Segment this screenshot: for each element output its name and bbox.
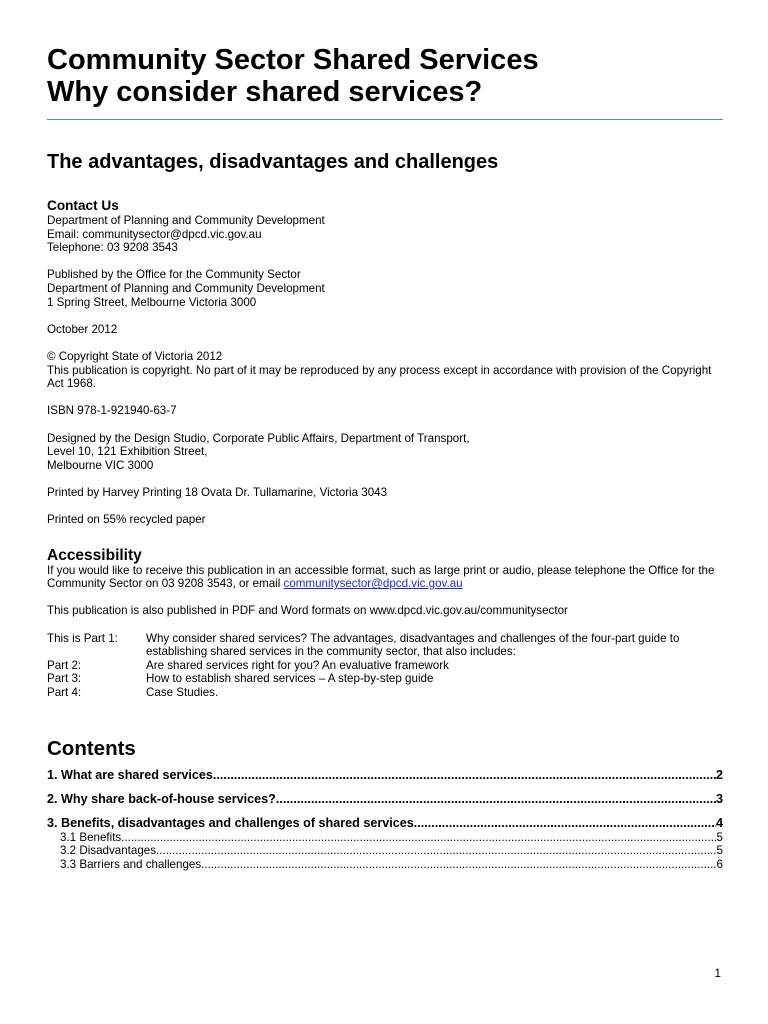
toc-entry-page: 4 xyxy=(715,815,723,830)
toc-entry[interactable] xyxy=(47,792,723,807)
part-label: This is Part 1: xyxy=(47,631,118,645)
table-of-contents xyxy=(47,768,723,872)
toc-subentry[interactable] xyxy=(47,844,723,858)
toc-entry[interactable] xyxy=(47,816,723,831)
toc-leader xyxy=(121,831,716,845)
printed-on: Printed on 55% recycled paper xyxy=(47,513,206,527)
toc-entry[interactable] xyxy=(47,768,723,783)
accessibility-text: If you would like to receive this publication in an accessible format, such as large print or audio, please telephone the Office for the Community Sector on 03 9208 3543, or email communitysector@dpcd.vic.gov.au xyxy=(47,563,715,591)
toc-leader xyxy=(414,816,716,831)
toc-subentry-title: 3.3 Barriers and challenges xyxy=(60,857,202,871)
document-page xyxy=(47,44,723,871)
part-label: Part 4: xyxy=(47,686,82,699)
contact-email: Email: communitysector@dpcd.vic.gov.au xyxy=(47,227,262,241)
published-line-3: 1 Spring Street, Melbourne Victoria 3000 xyxy=(47,295,257,309)
designed-line-3: Melbourne VIC 3000 xyxy=(47,458,154,472)
printed-by: Printed by Harvey Printing 18 Ovata Dr. Tullamarine, Victoria 3043 xyxy=(47,485,388,499)
toc-subentry-page: 6 xyxy=(716,857,723,871)
accessibility-email-link[interactable]: communitysector@dpcd.vic.gov.au xyxy=(283,577,463,591)
contents-heading: Contents xyxy=(47,736,136,760)
also-published: This publication is also published in PDF and Word formats on www.dpcd.vic.gov.au/communitysector xyxy=(47,604,568,618)
parts-list xyxy=(47,632,723,700)
contact-phone: Telephone: 03 9208 3543 xyxy=(47,241,178,255)
toc-entry-title: 3. Benefits, disadvantages and challenges of shared services xyxy=(47,815,414,830)
part-text: How to establish shared services – A step-by-step guide xyxy=(146,672,434,686)
title-divider xyxy=(47,119,723,120)
part-label: Part 3: xyxy=(47,672,82,686)
designed-line-1: Designed by the Design Studio, Corporate Public Affairs, Department of Transport, xyxy=(47,431,470,445)
toc-leader xyxy=(213,768,716,783)
toc-leader xyxy=(276,792,716,807)
accessibility-block xyxy=(47,564,723,700)
toc-entry-title: 2. Why share back-of-house services? xyxy=(47,791,276,806)
title-line-1: Community Sector Shared Services xyxy=(47,44,539,76)
designed-line-2: Level 10, 121 Exhibition Street, xyxy=(47,445,208,459)
toc-subentry-title: 3.2 Disadvantages xyxy=(60,844,157,858)
copyright-notice: This publication is copyright. No part of it may be reproduced by any process except in accordance with provision of the Copyright Act 1968. xyxy=(47,363,712,391)
toc-subentry-title: 3.1 Benefits xyxy=(60,830,122,844)
toc-leader xyxy=(156,844,717,858)
copyright-line: © Copyright State of Victoria 2012 xyxy=(47,349,223,363)
published-line-1: Published by the Office for the Community Sector xyxy=(47,268,301,282)
toc-entry-title: 1. What are shared services xyxy=(47,767,213,782)
isbn: ISBN 978-1-921940-63-7 xyxy=(47,404,177,418)
publication-date: October 2012 xyxy=(47,322,118,336)
contact-block xyxy=(47,214,723,527)
part-text: Are shared services right for you? An evaluative framework xyxy=(146,658,449,672)
toc-subentry-page: 5 xyxy=(716,830,723,844)
part-label: Part 2: xyxy=(47,658,82,672)
published-line-2: Department of Planning and Community Development xyxy=(47,281,325,295)
part-text: Why consider shared services? The advantages, disadvantages and challenges of the four-part guide to establishing shared services in the community sector, that also includes: xyxy=(146,631,680,659)
accessibility-heading: Accessibility xyxy=(47,546,142,564)
part-text: Case Studies. xyxy=(146,686,219,699)
contact-heading: Contact Us xyxy=(47,198,119,213)
document-title xyxy=(47,44,723,108)
toc-subentry-page: 5 xyxy=(716,844,723,858)
title-line-2: Why consider shared services? xyxy=(47,76,483,108)
document-subtitle: The advantages, disadvantages and challenges xyxy=(47,151,499,173)
toc-entry-page: 2 xyxy=(715,767,723,782)
toc-leader xyxy=(201,858,716,872)
toc-subentry[interactable] xyxy=(47,858,723,872)
toc-entry-page: 3 xyxy=(715,791,723,806)
toc-subentry[interactable] xyxy=(47,831,723,845)
page-number: 1 xyxy=(714,967,721,980)
contact-department: Department of Planning and Community Development xyxy=(47,214,325,227)
